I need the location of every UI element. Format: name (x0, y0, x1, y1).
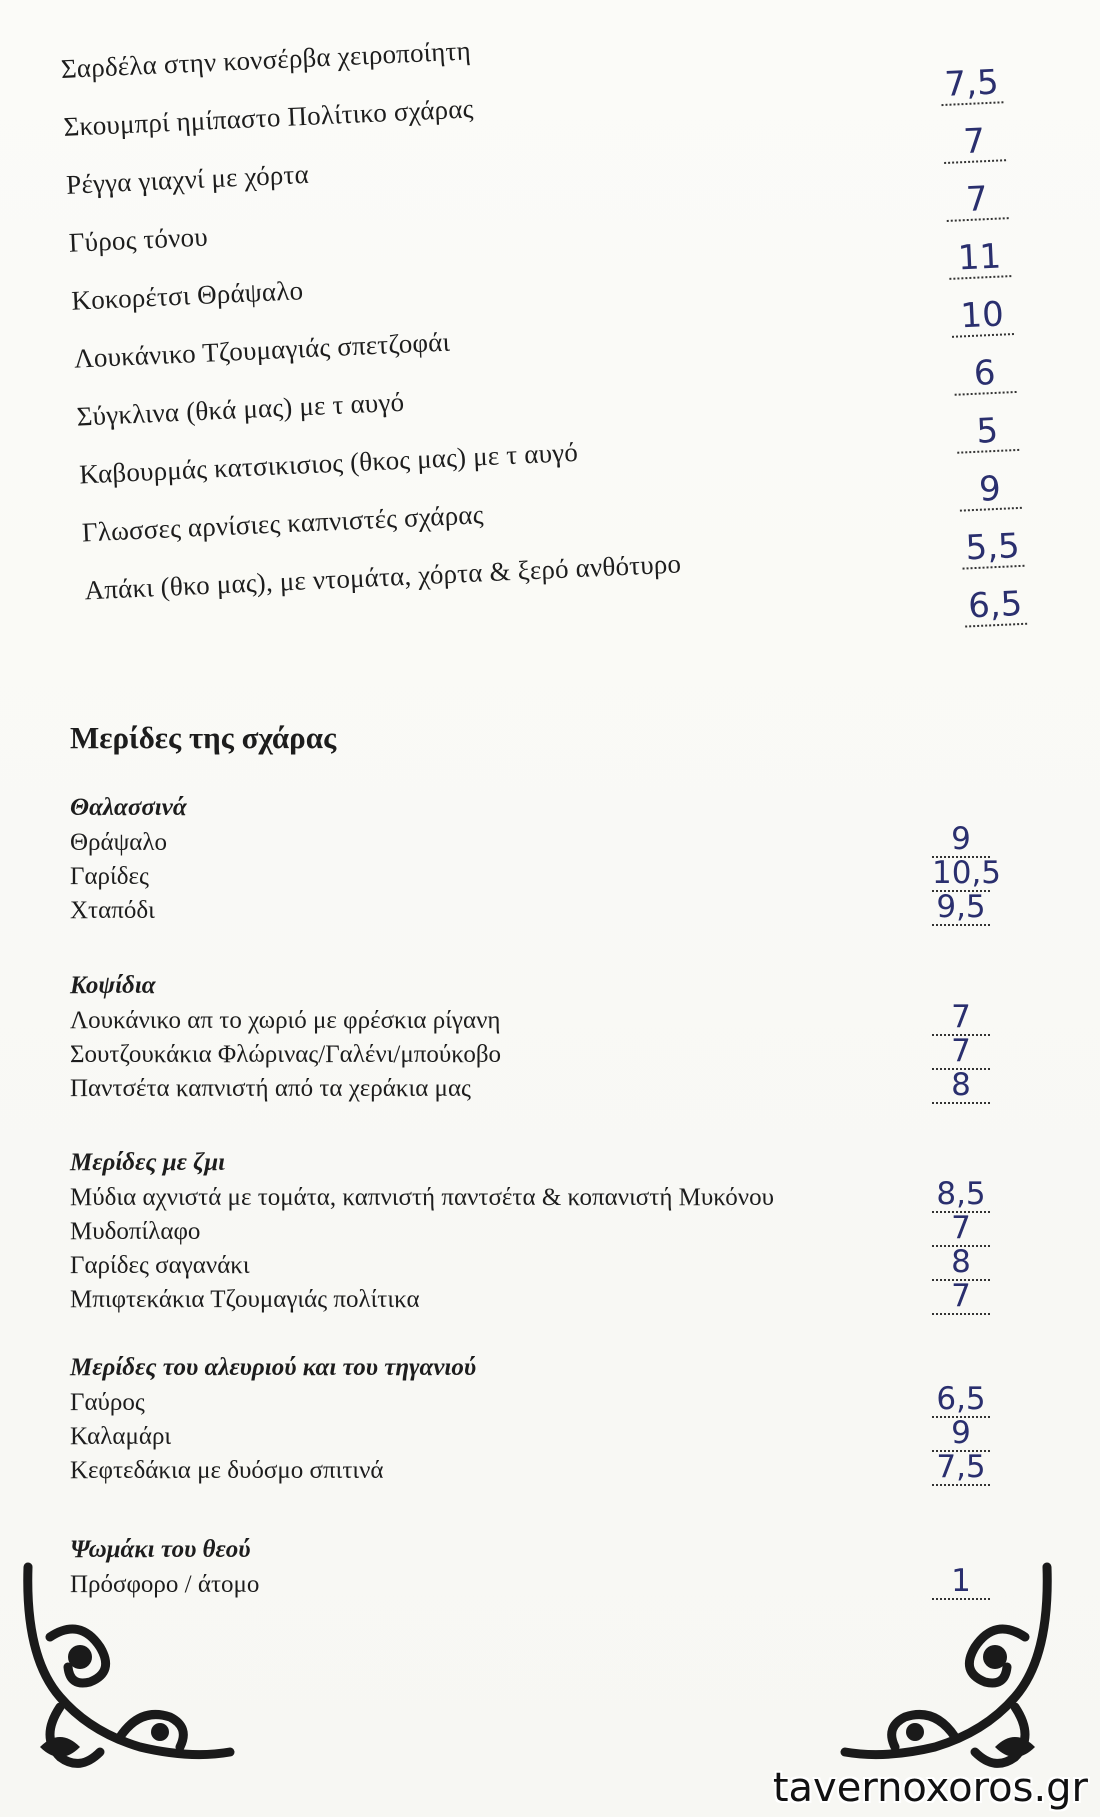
item-name: Παντσέτα καπνιστή από τα χεράκια μας (70, 1075, 471, 1102)
item-name: Γαρίδες σαγανάκι (70, 1252, 250, 1279)
item-name: Σαρδέλα στην κονσέρβα χειροποίητη (60, 35, 472, 84)
section-zmi (70, 1145, 990, 1317)
item-price: 9,5 (932, 890, 990, 926)
list-item (70, 821, 990, 860)
item-price: 5 (956, 411, 1020, 454)
list-item (70, 1381, 990, 1420)
section-title: Θαλασσινά (70, 794, 187, 821)
list-item (70, 1278, 990, 1317)
item-price: 7 (932, 1000, 990, 1036)
item-price: 7 (945, 179, 1009, 222)
item-name: Λουκάνικο Τζουμαγιάς σπετζοφάι (73, 326, 451, 374)
item-name: Γύρος τόνου (68, 221, 209, 258)
item-price: 8 (932, 1245, 990, 1281)
item-name: Γλωσσες αρνίσιες καπνιστές σχάρας (81, 499, 485, 548)
item-name: Μύδια αχνιστά με τομάτα, καπνιστή παντσέτα & κοπανιστή Μυκόνου (70, 1184, 774, 1211)
item-name: Πρόσφορο / άτομο (70, 1571, 260, 1598)
corner-ornament-left-icon (20, 1547, 250, 1777)
item-price: 7 (942, 121, 1006, 164)
item-price: 1 (932, 1564, 990, 1600)
item-name: Μπιφτεκάκια Τζουμαγιάς πολίτικα (70, 1286, 420, 1313)
item-name: Σουτζουκάκια Φλώρινας/Γαλένι/μπούκοβο (70, 1041, 502, 1068)
item-price (937, 5, 999, 8)
item-name: Καβουρμάς κατσικισιος (θκος μας) με τ αυγό (78, 436, 579, 490)
item-price: 9 (932, 1416, 990, 1452)
section-seafood (70, 790, 1002, 928)
top-item-list (60, 4, 1068, 686)
item-price: 11 (948, 237, 1012, 280)
list-item (70, 1449, 990, 1488)
item-price: 6,5 (932, 1382, 990, 1418)
list-item (70, 1244, 990, 1283)
corner-ornament-right-icon (825, 1547, 1055, 1777)
section-fried (70, 1350, 990, 1488)
item-name: Χταπόδι (70, 897, 155, 924)
grill-heading: Μερίδες της σχάρας (70, 720, 337, 755)
section-title: Κοψίδια (70, 972, 156, 999)
item-price: 8 (932, 1068, 990, 1104)
item-name: Γαύρος (70, 1389, 145, 1416)
section-title: Μερίδες με ζμι (70, 1149, 226, 1176)
section-title: Μερίδες του αλευριού και του τηγανιού (70, 1354, 477, 1381)
item-name: Μυδοπίλαφο (70, 1218, 201, 1245)
item-price: 7,5 (940, 63, 1004, 106)
section-title: Ψωμάκι του θεού (70, 1536, 251, 1563)
item-name: Απάκι (θκο μας), με ντομάτα, χόρτα & ξερό ανθότυρο (83, 548, 682, 606)
item-name: Σκουμπρί ημίπαστο Πολίτικο σχάρας (62, 93, 475, 142)
item-price: 7 (932, 1034, 990, 1070)
list-item (70, 999, 990, 1038)
item-price: 7,5 (932, 1450, 990, 1486)
watermark: tavernoxoros.gr (772, 1765, 1088, 1811)
list-item (70, 1210, 990, 1249)
item-price: 10,5 (932, 855, 1002, 891)
item-price: 6 (953, 353, 1017, 396)
item-price: 8,5 (932, 1177, 990, 1213)
list-item (70, 1176, 990, 1215)
item-price: 6,5 (963, 585, 1027, 628)
item-price: 7 (932, 1211, 990, 1247)
item-price: 5,5 (961, 527, 1025, 570)
item-name: Κεφτεδάκια με δυόσμο σπιτινά (70, 1457, 384, 1484)
list-item (70, 889, 990, 928)
list-item (70, 1067, 990, 1106)
item-name: Καλαμάρι (70, 1423, 172, 1450)
list-item (70, 1415, 990, 1454)
list-item (70, 1033, 990, 1072)
item-name: Λουκάνικο απ το χωριό με φρέσκια ρίγανη (70, 1007, 501, 1034)
item-price: 9 (958, 469, 1022, 512)
section-cuts (70, 968, 990, 1106)
item-price: 10 (950, 295, 1014, 338)
item-name: Κοκορέτσι Θράψαλο (70, 275, 304, 316)
item-price: 7 (932, 1279, 990, 1315)
item-name: Σύγκλινα (θκά μας) με τ αυγό (76, 386, 405, 432)
item-name: Θράψαλο (70, 829, 167, 856)
item-price: 9 (932, 822, 990, 858)
list-item (70, 855, 1002, 894)
item-name: Γαρίδες (70, 863, 149, 890)
item-name: Ρέγγα γιαχνί με χόρτα (65, 158, 310, 200)
